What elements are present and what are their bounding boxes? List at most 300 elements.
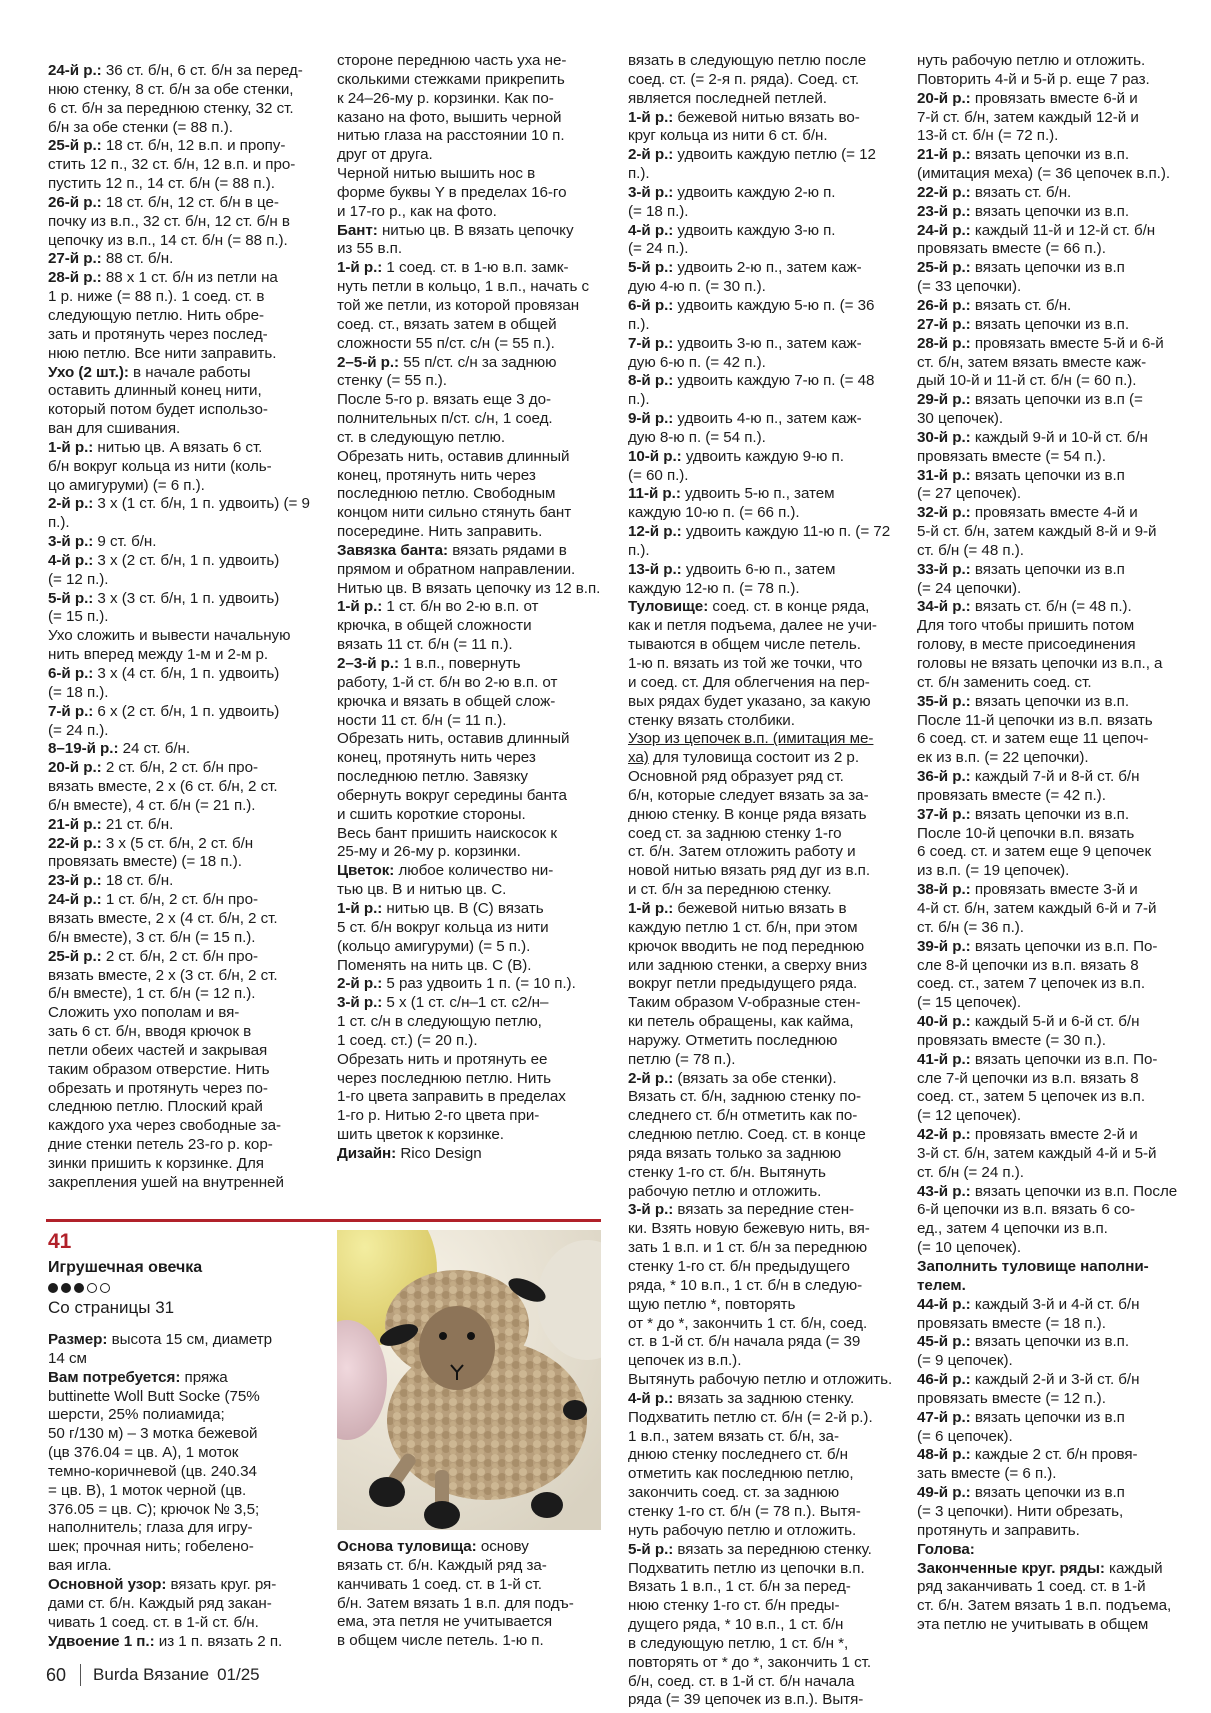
text-line xyxy=(917,1296,1187,1315)
row-label: 34-й р.: xyxy=(917,598,971,616)
line-text: ряда, * 10 в.п., 1 ст. б/н в следую- xyxy=(628,1276,863,1294)
line-text: провязать вместе (= 18 п.). xyxy=(917,1314,1106,1332)
text-line xyxy=(917,1465,1187,1484)
row-label: 5-й р.: xyxy=(48,589,94,607)
line-text: вязать вместе, 2 x (3 ст. б/н, 2 ст. xyxy=(48,966,278,984)
text-line xyxy=(337,222,607,241)
text-line xyxy=(337,787,607,806)
text-line xyxy=(48,740,318,759)
text-line xyxy=(628,240,900,259)
text-line xyxy=(917,957,1187,976)
text-line xyxy=(917,109,1187,128)
text-line xyxy=(628,1277,900,1296)
text-line xyxy=(337,316,607,335)
line-text: 1 в.п., повернуть xyxy=(399,655,521,672)
row-label: 2-й р.: xyxy=(337,975,383,993)
line-text: закрепления ушей на внутренней xyxy=(48,1173,284,1191)
line-text: вязать цепочки из в.п xyxy=(970,259,1125,277)
text-line xyxy=(628,1560,900,1579)
line-text: удвоить 3-ю п., затем каж- xyxy=(673,334,862,352)
text-line xyxy=(337,1013,607,1032)
line-text: стенку (= 55 п.). xyxy=(337,372,447,390)
text-line xyxy=(48,269,318,288)
text-line xyxy=(337,184,607,203)
line-text: вязать цепочки из в.п. xyxy=(970,805,1129,823)
text-line xyxy=(337,429,607,448)
line-text: любое количество ни- xyxy=(394,862,554,880)
line-text: вязать ст. б/н. Каждый ряд за- xyxy=(337,1556,547,1574)
text-line xyxy=(48,307,318,326)
line-text: 7-й ст. б/н, затем каждый 12-й и xyxy=(917,108,1139,126)
text-line xyxy=(337,975,607,994)
text-line xyxy=(48,967,318,986)
line-text: ек из в.п. (= 22 цепочки). xyxy=(917,749,1089,767)
text-line xyxy=(917,203,1187,222)
line-text: вязать ст. б/н (= 48 п.). xyxy=(970,598,1132,616)
text-line xyxy=(48,1482,318,1501)
page-number: 60 xyxy=(46,1664,67,1685)
line-text: казано на фото, вышить черной xyxy=(337,108,562,126)
text-line xyxy=(628,1503,900,1522)
text-line xyxy=(628,1541,900,1560)
row-label: Законченные круг. ряды: xyxy=(917,1559,1105,1577)
text-line xyxy=(917,1070,1187,1089)
row-label: 36-й р.: xyxy=(917,768,971,786)
text-line xyxy=(48,62,318,81)
line-text: провязать вместе (= 12 п.). xyxy=(917,1389,1106,1407)
line-text: как и петля подъема, далее не учи- xyxy=(628,617,877,635)
line-text: 55 п/ст. с/н за заднюю xyxy=(399,353,557,371)
line-text: стенку 1-го ст. б/н. Вытянуть xyxy=(628,1163,826,1181)
line-text: круг кольца из нити 6 ст. б/н. xyxy=(628,127,828,145)
text-line xyxy=(628,712,900,731)
text-line xyxy=(917,1541,1187,1560)
line-text: обернуть вокруг середины банта xyxy=(337,786,567,804)
text-line xyxy=(628,693,900,712)
line-text: 6 x (2 ст. б/н, 1 п. удвоить) xyxy=(93,702,280,720)
line-text: Обрезать нить, оставив длинный xyxy=(337,730,570,748)
line-text: новой нитью вязать ряд дуг из в.п. xyxy=(628,862,871,880)
row-label: 5-й р.: xyxy=(628,1540,674,1558)
text-line xyxy=(917,598,1187,617)
line-text: удвоить 5-ю п., затем xyxy=(680,485,835,503)
text-line xyxy=(628,410,900,429)
line-text: вязать цепочки из в.п. xyxy=(970,146,1129,164)
line-text: Обрезать нить, оставив длинный xyxy=(337,447,570,465)
line-text: каждый 2-й и 3-й ст. б/н xyxy=(970,1371,1140,1389)
line-text: каждый 3-й и 4-й ст. б/н xyxy=(970,1295,1140,1313)
line-text: ки. Взять новую бежевую нить, вя- xyxy=(628,1220,870,1238)
line-text: 1 ст. с/н в следующую петлю, xyxy=(337,1013,542,1031)
text-line xyxy=(337,919,607,938)
row-label: 43-й р.: xyxy=(917,1182,971,1200)
text-line xyxy=(337,561,607,580)
text-line xyxy=(917,240,1187,259)
text-line xyxy=(48,288,318,307)
line-text: в начале работы xyxy=(128,363,251,381)
line-text: вязать цепочки из в.п. После xyxy=(970,1182,1178,1200)
text-line xyxy=(337,90,607,109)
text-line xyxy=(48,1388,318,1407)
text-line xyxy=(628,52,900,71)
text-line xyxy=(917,1145,1187,1164)
text-line xyxy=(917,881,1187,900)
text-line xyxy=(337,542,607,561)
text-line xyxy=(917,900,1187,919)
text-line xyxy=(337,1576,607,1595)
line-text: почку из в.п., 32 ст. б/н, 12 ст. б/н в xyxy=(48,212,290,230)
text-line xyxy=(917,655,1187,674)
line-text: провязать вместе 5-й и 6-й xyxy=(970,334,1164,352)
text-line xyxy=(337,957,607,976)
text-line xyxy=(917,1201,1187,1220)
text-line xyxy=(337,372,607,391)
line-text: провязать вместе (= 66 п.). xyxy=(917,240,1106,258)
line-text: удвоить каждую петлю (= 12 п.). xyxy=(628,146,876,183)
text-line xyxy=(917,730,1187,749)
text-line xyxy=(917,90,1187,109)
line-text: 1 ст. б/н, 2 ст. б/н про- xyxy=(101,891,258,909)
text-line xyxy=(628,335,900,354)
text-line xyxy=(917,1333,1187,1352)
line-text: б/н, которые следует вязать за за- xyxy=(628,786,869,804)
line-text: эта петлю не учитывать в общем xyxy=(917,1616,1149,1634)
text-line xyxy=(337,730,607,749)
text-line xyxy=(337,504,607,523)
underlined-text: Узор из цепочек в.п. (имитация ме- xyxy=(628,730,874,748)
line-text: или заднюю стенки, а сверху вниз xyxy=(628,956,868,974)
text-line xyxy=(48,1042,318,1061)
text-line xyxy=(628,1390,900,1409)
line-text: 6 соед. ст. и затем еще 11 цепоч- xyxy=(917,730,1149,748)
line-text: петли обеих частей и закрывая xyxy=(48,1041,268,1059)
line-text: вязать ст. б/н. xyxy=(970,183,1072,201)
line-text: вязать за заднюю стенку. xyxy=(673,1389,855,1407)
line-text: каждый 11-й и 12-й ст. б/н xyxy=(970,221,1156,239)
line-text: ст. б/н (= 24 п.). xyxy=(917,1163,1024,1181)
text-line xyxy=(917,1088,1187,1107)
text-line xyxy=(917,1013,1187,1032)
line-text: соед. ст., затем 7 цепочек из в.п. xyxy=(917,975,1146,993)
text-line xyxy=(917,580,1187,599)
section-title: Игрушечная овечка xyxy=(48,1259,203,1276)
text-line xyxy=(48,156,318,175)
line-text: б/н за обе стенки (= 88 п.). xyxy=(48,118,233,136)
line-text: последнюю петлю. Завязку xyxy=(337,768,528,786)
text-line xyxy=(628,1164,900,1183)
text-line xyxy=(48,1633,318,1652)
row-label: 7-й р.: xyxy=(628,334,674,352)
line-text: соед. ст. (= 2-я п. ряда). Соед. ст. xyxy=(628,70,860,88)
text-line xyxy=(917,825,1187,844)
text-line xyxy=(48,382,318,401)
line-text: для туловища состоит из 2 р. xyxy=(648,749,859,767)
line-text: работу, 1-й ст. б/н во 2-ю в.п. от xyxy=(337,673,558,691)
line-text: провязать вместе) (= 18 п.). xyxy=(48,853,242,871)
line-text: каждый xyxy=(1104,1559,1163,1577)
line-text: канчивать 1 соед. ст. в 1-й ст. xyxy=(337,1575,542,1593)
line-text: 9 ст. б/н. xyxy=(93,533,157,551)
line-text: ст. б/н, затем вязать вместе каж- xyxy=(917,353,1147,371)
text-line xyxy=(337,165,607,184)
underlined-text: ха) xyxy=(628,749,649,767)
line-text: вязать рядами в xyxy=(448,541,567,559)
text-line xyxy=(917,259,1187,278)
line-text: каждый 9-й и 10-й ст. б/н xyxy=(970,428,1148,446)
text-line xyxy=(337,1557,607,1576)
text-line xyxy=(48,1501,318,1520)
text-line xyxy=(628,222,900,241)
text-line xyxy=(337,1088,607,1107)
line-text: удвоить каждую 9-ю п. xyxy=(681,447,844,465)
text-line xyxy=(628,655,900,674)
text-line xyxy=(917,674,1187,693)
line-text: ряд заканчивать 1 соед. ст. в 1-й xyxy=(917,1578,1146,1596)
line-text: 18 ст. б/н, 12 ст. б/н в це- xyxy=(101,193,279,211)
row-label: 13-й р.: xyxy=(628,560,682,578)
line-text: (= 24 п.). xyxy=(628,240,689,258)
text-line xyxy=(337,712,607,731)
text-line xyxy=(628,598,900,617)
row-label: 2–5-й р.: xyxy=(337,353,400,371)
line-text: наполнитель; глаза для игру- xyxy=(48,1519,253,1537)
row-label: 21-й р.: xyxy=(48,815,102,833)
text-line xyxy=(917,1315,1187,1334)
line-text: 30 цепочек). xyxy=(917,410,1004,428)
line-text: вязать цепочки из в.п (= xyxy=(970,391,1143,409)
line-text: вязать в следующую петлю после xyxy=(628,52,867,69)
text-line xyxy=(628,1070,900,1089)
text-line xyxy=(48,929,318,948)
line-text: удвоить каждую 5-ю п. (= 36 п.). xyxy=(628,296,875,333)
line-text: рабочую петлю и отложить. xyxy=(628,1182,822,1200)
row-label: 12-й р.: xyxy=(628,523,682,541)
line-text: 88 x 1 ст. б/н из петли на xyxy=(101,269,278,287)
row-label: 6-й р.: xyxy=(628,296,674,314)
line-text: 1 соед. ст. в 1-ю в.п. замк- xyxy=(382,259,569,277)
line-text: нюю стенку, 8 ст. б/н за обе стенки, xyxy=(48,80,294,98)
line-text: ван для сшивания. xyxy=(48,420,181,438)
line-text: каждые 2 ст. б/н провя- xyxy=(970,1446,1138,1464)
text-line xyxy=(48,722,318,741)
line-text: ст. б/н заменить соед. ст. xyxy=(917,673,1092,691)
text-line xyxy=(628,1597,900,1616)
text-line xyxy=(917,184,1187,203)
text-line xyxy=(337,843,607,862)
text-line xyxy=(48,81,318,100)
line-text: следнюю петлю. Плоский край xyxy=(48,1098,263,1116)
row-label: 26-й р.: xyxy=(917,296,971,314)
text-line xyxy=(48,1538,318,1557)
text-line xyxy=(628,1446,900,1465)
line-text: зать 1 в.п. и 1 ст. б/н за переднюю xyxy=(628,1239,868,1257)
text-line xyxy=(628,825,900,844)
line-text: крючка, в общей сложности xyxy=(337,617,532,635)
line-text: вязать вместе, 2 x (4 ст. б/н, 2 ст. xyxy=(48,909,278,927)
text-line xyxy=(917,1239,1187,1258)
text-line xyxy=(337,636,607,655)
row-label: 2-й р.: xyxy=(628,146,674,164)
text-line xyxy=(337,523,607,542)
line-text: каждую 12-ю п. (= 78 п.). xyxy=(628,579,800,597)
line-text: дую 6-ю п. (= 42 п.). xyxy=(628,353,766,371)
text-line xyxy=(628,1296,900,1315)
text-line xyxy=(917,862,1187,881)
text-line xyxy=(917,523,1187,542)
text-line xyxy=(917,768,1187,787)
text-line xyxy=(48,1080,318,1099)
text-line xyxy=(337,109,607,128)
line-text: ряда вязать только за заднюю xyxy=(628,1144,842,1162)
text-line xyxy=(48,608,318,627)
line-text: После 11-й цепочки из в.п. вязать xyxy=(917,711,1153,729)
line-text: удвоить 4-ю п., затем каж- xyxy=(673,410,862,428)
line-text: 18 ст. б/н. xyxy=(101,872,174,890)
text-line xyxy=(917,1183,1187,1202)
row-label: 24-й р.: xyxy=(48,891,102,909)
line-text: каждую петлю 1 ст. б/н, при этом xyxy=(628,918,858,936)
line-text: 5-й ст. б/н, затем каждый 8-й и 9-й xyxy=(917,523,1157,541)
text-line xyxy=(917,1484,1187,1503)
row-label: 3-й р.: xyxy=(628,1201,674,1219)
line-text: 1-го р. Нитью 2-го цвета при- xyxy=(337,1107,540,1125)
line-text: 3-й ст. б/н, затем каждый 4-й и 5-й xyxy=(917,1144,1157,1162)
row-label: 44-й р.: xyxy=(917,1295,971,1313)
text-line xyxy=(337,52,607,71)
text-line xyxy=(917,1352,1187,1371)
text-line xyxy=(48,665,318,684)
text-line xyxy=(917,485,1187,504)
text-line xyxy=(628,467,900,486)
line-text: шек; прочная нить; гобелено- xyxy=(48,1538,254,1556)
issue-number: 01/25 xyxy=(217,1665,260,1684)
text-line xyxy=(628,730,900,749)
line-text: крючка и вязать в общей слож- xyxy=(337,692,556,710)
line-text: вязать цепочки из в.п. По- xyxy=(970,1050,1158,1068)
text-line xyxy=(628,71,900,90)
row-label: 2-й р.: xyxy=(628,1069,674,1087)
line-text: днюю стенку. В конце ряда вязать xyxy=(628,805,867,823)
row-label: 9-й р.: xyxy=(628,410,674,428)
line-text: вязать ст. б/н. xyxy=(970,296,1072,314)
text-line xyxy=(917,146,1187,165)
text-line xyxy=(917,1371,1187,1390)
line-text: (= 15 цепочек). xyxy=(917,994,1022,1012)
line-text: вязать цепочки из в.п xyxy=(970,560,1125,578)
text-line xyxy=(337,448,607,467)
row-label: 1-й р.: xyxy=(48,438,94,456)
line-text: (= 27 цепочек). xyxy=(917,485,1022,503)
line-text: б/н вместе), 1 ст. б/н (= 12 п.). xyxy=(48,985,256,1003)
text-line xyxy=(917,165,1187,184)
difficulty-rating xyxy=(48,1280,113,1297)
text-line xyxy=(337,862,607,881)
text-line xyxy=(48,590,318,609)
line-text: (= 6 цепочек). xyxy=(917,1427,1013,1445)
text-line xyxy=(48,1061,318,1080)
text-line xyxy=(917,1220,1187,1239)
line-text: удвоить 2-ю п., затем каж- xyxy=(673,259,862,277)
line-text: от * до *, закончить 1 ст. б/н, соед. xyxy=(628,1314,868,1332)
text-line xyxy=(628,957,900,976)
row-label: 31-й р.: xyxy=(917,466,971,484)
row-label: 29-й р.: xyxy=(917,391,971,409)
text-line xyxy=(48,1595,318,1614)
line-text: стороне переднюю часть уха не- xyxy=(337,52,567,69)
text-line xyxy=(48,1174,318,1193)
text-line xyxy=(917,278,1187,297)
text-line xyxy=(917,297,1187,316)
row-label: 1-й р.: xyxy=(337,598,383,616)
text-line xyxy=(337,1051,607,1070)
page-footer xyxy=(46,1664,260,1686)
line-text: (= 10 цепочек). xyxy=(917,1239,1022,1257)
line-text: той же петли, из которой провязан xyxy=(337,296,580,314)
line-text: 3 x (4 ст. б/н, 1 п. удвоить) xyxy=(93,665,280,682)
line-text: 1-го цвета заправить в пределах xyxy=(337,1088,566,1106)
text-line xyxy=(917,410,1187,429)
text-line xyxy=(337,410,607,429)
row-label: 8–19-й р.: xyxy=(48,740,119,758)
line-text: нуть рабочую петлю и отложить. xyxy=(628,1521,857,1539)
line-text: дый 10-й и 11-й ст. б/н (= 60 п.). xyxy=(917,372,1137,390)
text-line xyxy=(48,250,318,269)
text-line xyxy=(917,1409,1187,1428)
text-line xyxy=(48,1444,318,1463)
line-text: каждую 10-ю п. (= 66 п.). xyxy=(628,504,800,522)
line-text: нуть рабочую петлю и отложить. xyxy=(917,52,1146,69)
line-text: нитью глаза на расстоянии 10 п. xyxy=(337,127,565,145)
line-text: ряда (= 39 цепочек из в.п.). Вытя- xyxy=(628,1691,864,1709)
text-line xyxy=(917,636,1187,655)
row-label: 47-й р.: xyxy=(917,1408,971,1426)
line-text: ности 11 ст. б/н (= 11 п.). xyxy=(337,711,507,729)
text-line xyxy=(628,1315,900,1334)
line-text: бежевой нитью вязать во- xyxy=(673,108,860,126)
line-text: б/н вместе), 3 ст. б/н (= 15 п.). xyxy=(48,928,256,946)
text-line xyxy=(628,1258,900,1277)
line-text: 18 ст. б/н, 12 в.п. и пропу- xyxy=(101,137,286,155)
row-label: 39-й р.: xyxy=(917,937,971,955)
text-line xyxy=(48,627,318,646)
text-line xyxy=(628,862,900,881)
line-text: 3 x (2 ст. б/н, 1 п. удвоить) xyxy=(93,551,280,569)
line-text: вязать за переднюю стенку. xyxy=(673,1540,872,1558)
text-line xyxy=(917,1258,1187,1277)
text-line xyxy=(337,900,607,919)
line-text: 36 ст. б/н, 6 ст. б/н за перед- xyxy=(101,62,303,79)
column-4 xyxy=(917,52,1187,1635)
line-text: петлю (= 78 п.). xyxy=(628,1050,736,1068)
text-line xyxy=(628,297,900,335)
line-text: 4-й ст. б/н, затем каждый 6-й и 7-й xyxy=(917,899,1157,917)
text-line xyxy=(917,749,1187,768)
line-text: 6-й цепочки из в.п. вязать 6 со- xyxy=(917,1201,1136,1219)
line-text: цо амигуруми) (= 6 п.). xyxy=(48,476,205,494)
line-text: чивать 1 соед. ст. в 1-й ст. б/н. xyxy=(48,1613,259,1631)
line-text: 13-й ст. б/н (= 72 п.). xyxy=(917,127,1059,145)
text-line xyxy=(917,335,1187,354)
line-text: из в.п. (= 19 цепочек). xyxy=(917,862,1070,880)
text-line xyxy=(48,948,318,967)
line-text: нить вперед между 1-м и 2-м р. xyxy=(48,646,269,664)
text-line xyxy=(628,1616,900,1635)
text-line xyxy=(628,90,900,109)
row-label: Удвоение 1 п.: xyxy=(48,1632,155,1650)
row-label: 1-й р.: xyxy=(628,899,674,917)
line-text: голову, в месте присоединения xyxy=(917,636,1136,654)
text-line xyxy=(917,1522,1187,1541)
